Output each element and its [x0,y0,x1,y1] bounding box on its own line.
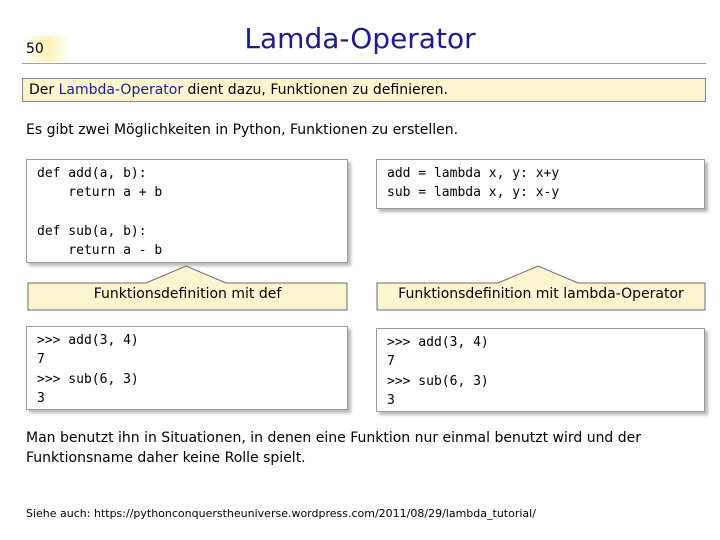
code-block-def: def add(a, b): return a + b def sub(a, b): return a - b [26,159,348,263]
intro-highlight: Lambda-Operator [58,82,184,98]
summary-text: Man benutzt ihn in Situationen, in denen eine Funktion nur einmal benutzt wird und der Funktionsname daher keine Rolle spielt. [26,430,642,466]
reference-link[interactable]: Siehe auch: https://pythonconquerstheuniverse.wordpress.com/2011/08/29/lambda_tutorial/ [26,507,536,520]
page-number: 50 [22,36,70,62]
code-block-lambda: add = lambda x, y: x+y sub = lambda x, y: x-y [376,159,705,209]
callout-def-label: Funktionsdefinition mit def [93,286,282,302]
slide-title: Lamda-Operator [244,22,476,55]
intro-prefix: Der [29,82,59,98]
shell-block-def: >>> add(3, 4) 7 >>> sub(6, 3) 3 [26,326,348,410]
subtitle-text: Es gibt zwei Möglichkeiten in Python, Funktionen zu erstellen. [26,122,459,138]
shell-block-lambda: >>> add(3, 4) 7 >>> sub(6, 3) 3 [376,328,705,412]
intro-suffix: dient dazu, Funktionen zu definieren. [183,82,448,98]
callout-lambda-label: Funktionsdefinition mit lambda-Operator [398,286,684,302]
